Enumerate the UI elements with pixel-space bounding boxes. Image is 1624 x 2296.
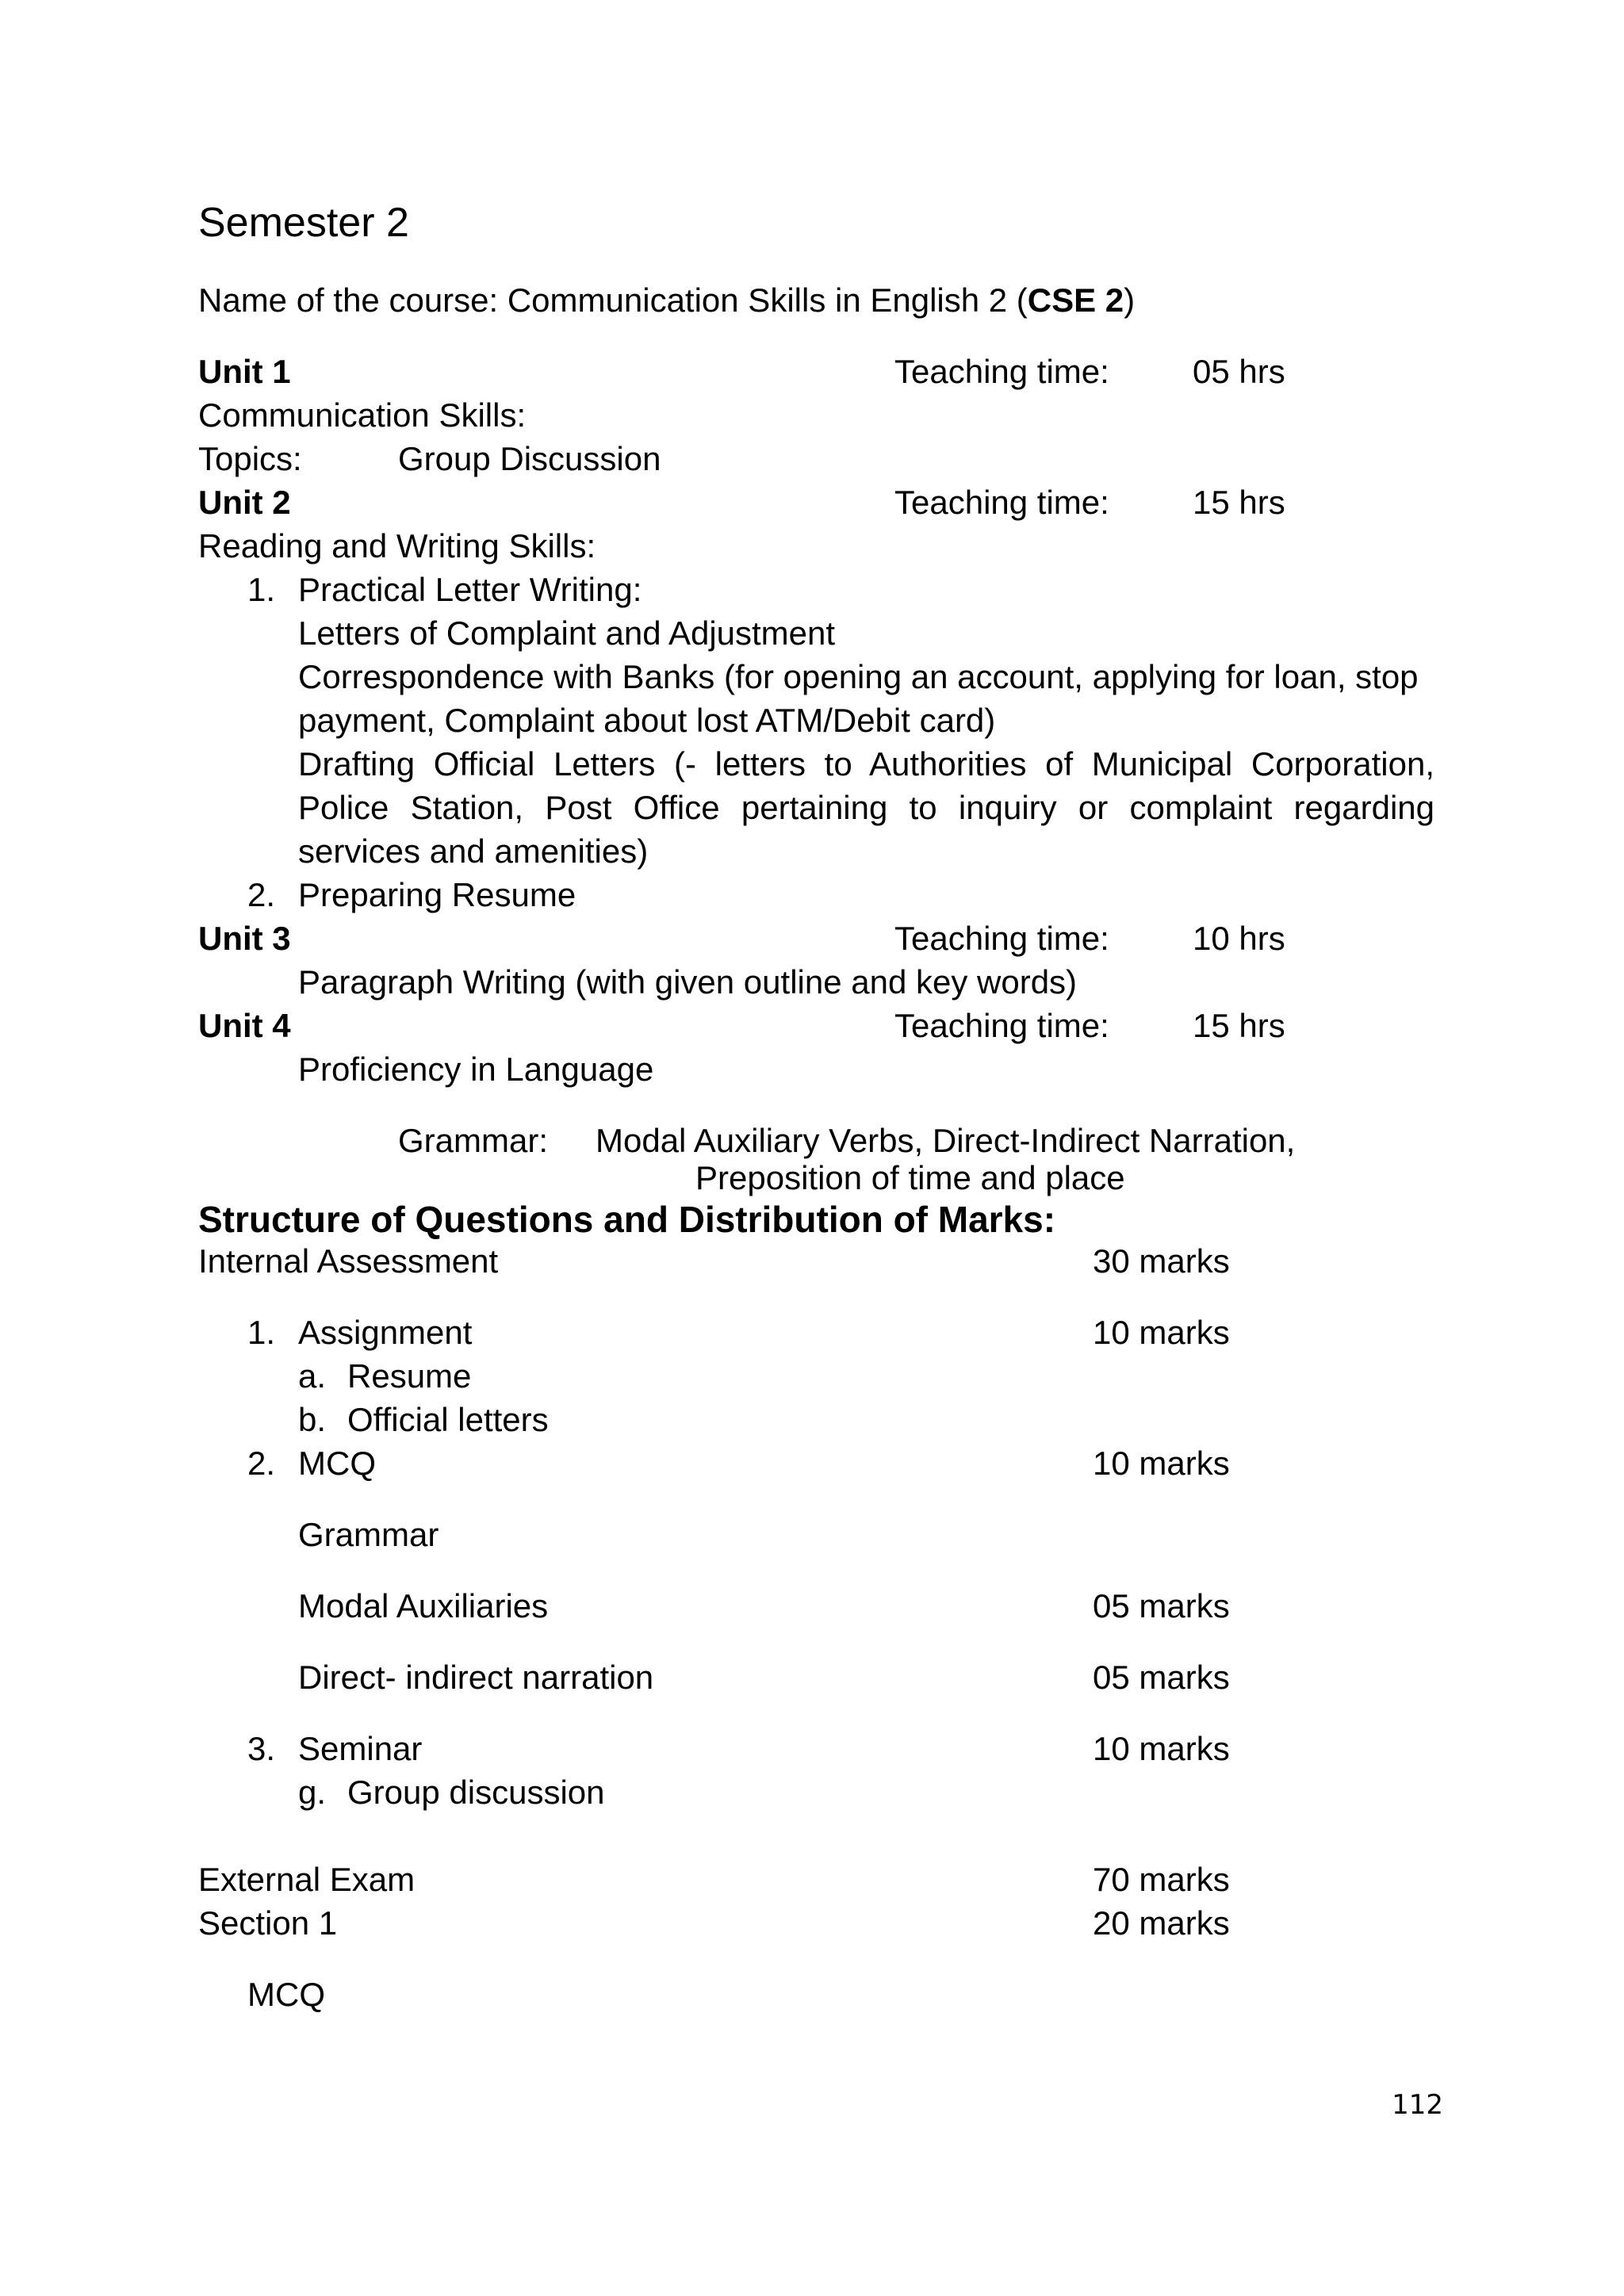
correspondence-with-banks-cont: payment, Complaint about lost ATM/Debit card) [298,702,996,739]
list-number: 2. [247,876,276,913]
list-number: 2. [247,1445,276,1482]
practical-letter-writing: Practical Letter Writing: [298,571,642,608]
unit-2-teaching-label: Teaching time: [894,484,1109,521]
unit-1-teaching-label: Teaching time: [894,353,1109,390]
grammar-subheading: Grammar [298,1516,439,1553]
internal-assessment-label: Internal Assessment [198,1242,499,1280]
list-number: 1. [247,1314,276,1351]
paragraph-writing: Paragraph Writing (with given outline and key words) [298,963,1078,1001]
grammar-topics: Modal Auxiliary Verbs, Direct-Indirect Narration, [596,1122,1296,1159]
official-letters-item: Official letters [347,1401,549,1438]
course-name-suffix: ) [1124,281,1136,319]
modal-auxiliaries: Modal Auxiliaries [298,1587,549,1624]
grammar-topics-cont: Preposition of time and place [695,1159,1125,1196]
list-number: 1. [247,571,276,608]
external-mcq-label: MCQ [247,1976,325,2013]
unit-4-label: Unit 4 [198,1007,291,1044]
external-exam-marks: 70 marks [1093,1861,1230,1898]
unit-1-teaching-time: 05 hrs [1193,353,1285,390]
topics-label: Topics: [198,440,302,477]
seminar-label: Seminar [298,1730,423,1767]
unit-2-heading: Reading and Writing Skills: [198,527,596,564]
list-letter: a. [298,1357,327,1395]
external-exam-label: External Exam [198,1861,416,1898]
drafting-official-letters-cont: Police Station, Post Office pertaining to inquiry or complaint regarding [298,789,1434,826]
list-letter: b. [298,1401,327,1438]
topics-value: Group Discussion [398,440,661,477]
seminar-marks: 10 marks [1093,1730,1230,1767]
unit-2-teaching-time: 15 hrs [1193,484,1285,521]
assignment-marks: 10 marks [1093,1314,1230,1351]
resume-item: Resume [347,1357,472,1395]
preparing-resume: Preparing Resume [298,876,576,913]
section-1-marks: 20 marks [1093,1904,1230,1942]
assignment-label: Assignment [298,1314,473,1351]
semester-title: Semester 2 [198,200,409,246]
internal-assessment-marks: 30 marks [1093,1242,1230,1280]
course-name-prefix: Name of the course: Communication Skills in English 2 ( [198,281,1028,319]
list-number: 3. [247,1730,276,1767]
modal-auxiliaries-marks: 05 marks [1093,1587,1230,1624]
correspondence-with-banks: Correspondence with Banks (for opening an account, applying for loan, stop [298,658,1419,695]
direct-indirect-narration: Direct- indirect narration [298,1659,654,1696]
course-name-line [198,281,1136,319]
list-letter: g. [298,1774,327,1811]
section-1-label: Section 1 [198,1904,338,1942]
mcq-label: MCQ [298,1445,376,1482]
unit-4-teaching-label: Teaching time: [894,1007,1109,1044]
unit-3-teaching-label: Teaching time: [894,920,1109,957]
group-discussion-item: Group discussion [347,1774,605,1811]
letters-of-complaint: Letters of Complaint and Adjustment [298,614,836,652]
drafting-official-letters: Drafting Official Letters (- letters to Authorities of Municipal Corporation, [298,745,1434,783]
grammar-label: Grammar: [398,1122,548,1159]
page-number: 112 [1392,2089,1443,2121]
proficiency-in-language: Proficiency in Language [298,1050,654,1088]
drafting-official-letters-end: services and amenities) [298,832,649,870]
unit-1-label: Unit 1 [198,353,291,390]
mcq-marks: 10 marks [1093,1445,1230,1482]
unit-4-teaching-time: 15 hrs [1193,1007,1285,1044]
direct-indirect-narration-marks: 05 marks [1093,1659,1230,1696]
course-code: CSE 2 [1027,281,1124,319]
unit-3-label: Unit 3 [198,920,291,957]
unit-2-label: Unit 2 [198,484,291,521]
structure-heading: Structure of Questions and Distribution of Marks: [198,1199,1056,1240]
unit-1-heading: Communication Skills: [198,396,527,434]
unit-3-teaching-time: 10 hrs [1193,920,1285,957]
